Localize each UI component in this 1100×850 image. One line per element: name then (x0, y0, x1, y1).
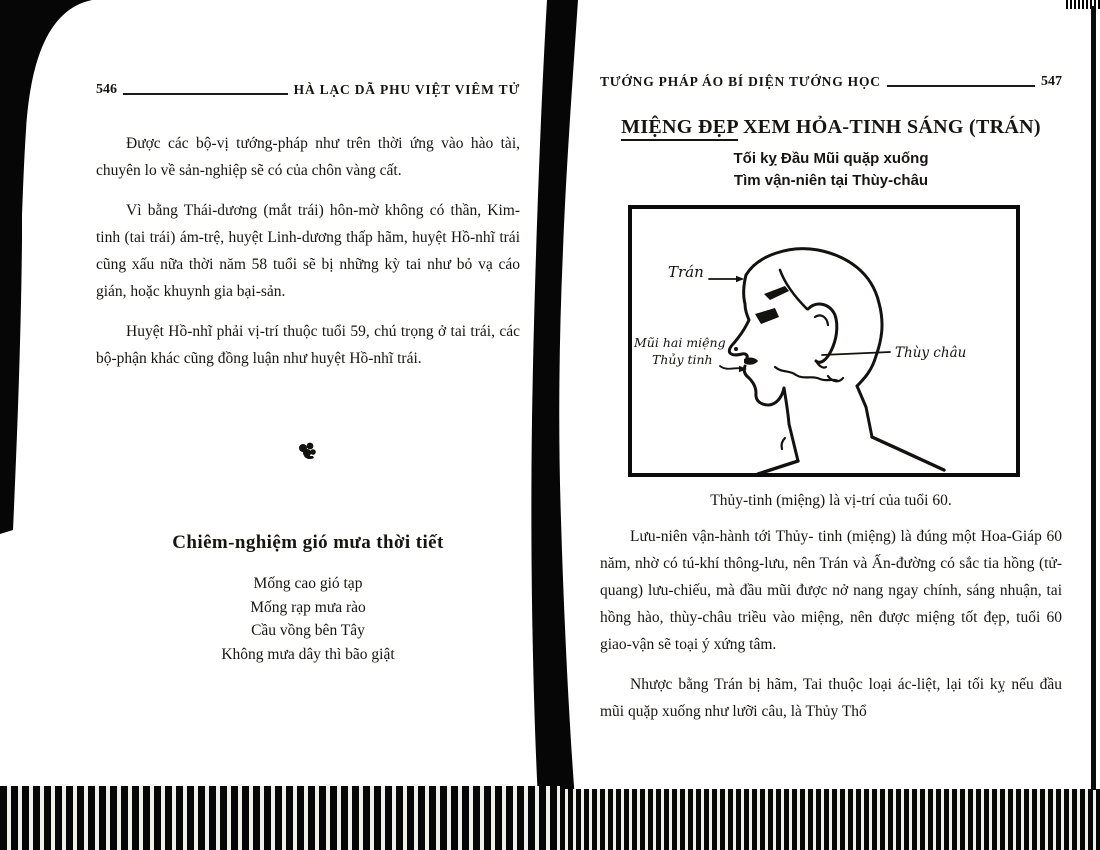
figure-label-thuy-chau: Thùy châu (895, 345, 967, 361)
right-running-title: TƯỚNG PHÁP ÁO BÍ DIỆN TƯỚNG HỌC (600, 74, 881, 89)
head-profile-drawing (632, 209, 1016, 473)
section-heading: Chiêm-nghiệm gió mưa thời tiết (172, 532, 444, 553)
eye-shape (755, 308, 779, 324)
head-profile-figure (628, 205, 1020, 477)
scan-gutter-shadow (531, 0, 578, 850)
subtitle-line: Tối kỵ Đầu Mũi quặp xuống (733, 150, 929, 167)
scan-edge-right-line (1091, 6, 1096, 790)
right-page (600, 74, 1062, 738)
poem-line: Mống cao gió tạp (253, 575, 363, 592)
poem-line: Không mưa dây thì bão giật (221, 645, 395, 663)
paragraph: Huyệt Hồ-nhĩ phải vị-trí thuộc tuổi 59, chú trọng ở tai trái, các bộ-phận khác cũng đồng luận như huyệt Hồ-nhĩ trái. (96, 323, 520, 367)
figure-caption: Thủy-tinh (miệng) là vị-trí của tuổi 60. (710, 492, 952, 509)
right-running-head (600, 74, 1062, 90)
left-running-head (96, 82, 520, 98)
paragraph: Lưu-niên vận-hành tới Thủy- tinh (miệng) là đúng một Hoa-Giáp 60 năm, nhờ có tú-khí thông-lưu, nên Trán và Ấn-đường có sắc tia hồng (tử-quang) lưu-chiếu, mà đầu mũi được nở nang ngay chính, sáng nhuận, tai hồng hào, thùy-châu triều vào miệng, nên được miệng tốt đẹp, tuổi 60 giao-vận sẽ toại ý xứng tâm. (600, 528, 1062, 653)
right-body-text (600, 523, 1062, 725)
scan-page-edge-stripes-topright (1066, 0, 1100, 9)
weather-poem (96, 572, 520, 666)
chapter-title-rest: XEM HỎA-TINH SÁNG (TRÁN) (737, 116, 1041, 138)
scan-corner-topleft (0, 0, 92, 534)
eyebrow-shape (764, 286, 789, 300)
figure-label-tran: Trán (668, 263, 704, 281)
right-head-rule (887, 85, 1035, 87)
paragraph: Nhược bằng Trán bị hãm, Tai thuộc loại ác-liệt, lại tối kỵ nếu đầu mũi quặp xuống như lưỡi câu, là Thủy Thổ (600, 676, 1062, 720)
left-page (96, 82, 520, 666)
poem-line: Mống rạp mưa rào (250, 598, 366, 616)
lips-shape (744, 358, 758, 365)
paragraph: Được các bộ-vị tướng-pháp như trên thời ứng vào hào tài, chuyên lo về sản-nghiệp sẽ có của chôn vàng cất. (96, 135, 520, 179)
poem-line: Cầu vồng bên Tây (251, 622, 365, 639)
left-page-number: 546 (96, 82, 117, 97)
left-body-text (96, 130, 520, 372)
paragraph: Vì bằng Thái-dương (mắt trái) hôn-mờ không có thần, Kim-tinh (tai trái) ám-trệ, huyệt Linh-dương thấp hãm, huyệt Hồ-nhĩ trái cũng xấu nữa thời năm 58 tuổi sẽ bị những kỳ tai như bỏ vạ cáo gián, hoặc khuynh gia bại-sản. (96, 202, 520, 300)
chapter-title (600, 116, 1062, 139)
arrowhead (736, 276, 744, 282)
left-head-rule (123, 93, 288, 95)
figure-label-mui: Mũi hai miệng (634, 335, 726, 350)
figure-label-thuy-tinh: Thủy tinh (652, 352, 713, 367)
subtitle-line: Tìm vận-niên tại Thùy-châu (733, 172, 929, 189)
right-page-number: 547 (1041, 74, 1062, 89)
scan-page-edge-stripes-right (560, 789, 1100, 850)
left-running-title: HÀ LẠC DÃ PHU VIỆT VIÊM TỬ (293, 82, 520, 97)
chapter-subtitle (600, 148, 1062, 192)
floral-ornament-icon (296, 442, 320, 462)
chapter-title-underlined: MIỆNG ĐẸP (621, 116, 738, 141)
scan-page-edge-stripes-left (0, 786, 560, 850)
nostril-dot (734, 347, 738, 351)
